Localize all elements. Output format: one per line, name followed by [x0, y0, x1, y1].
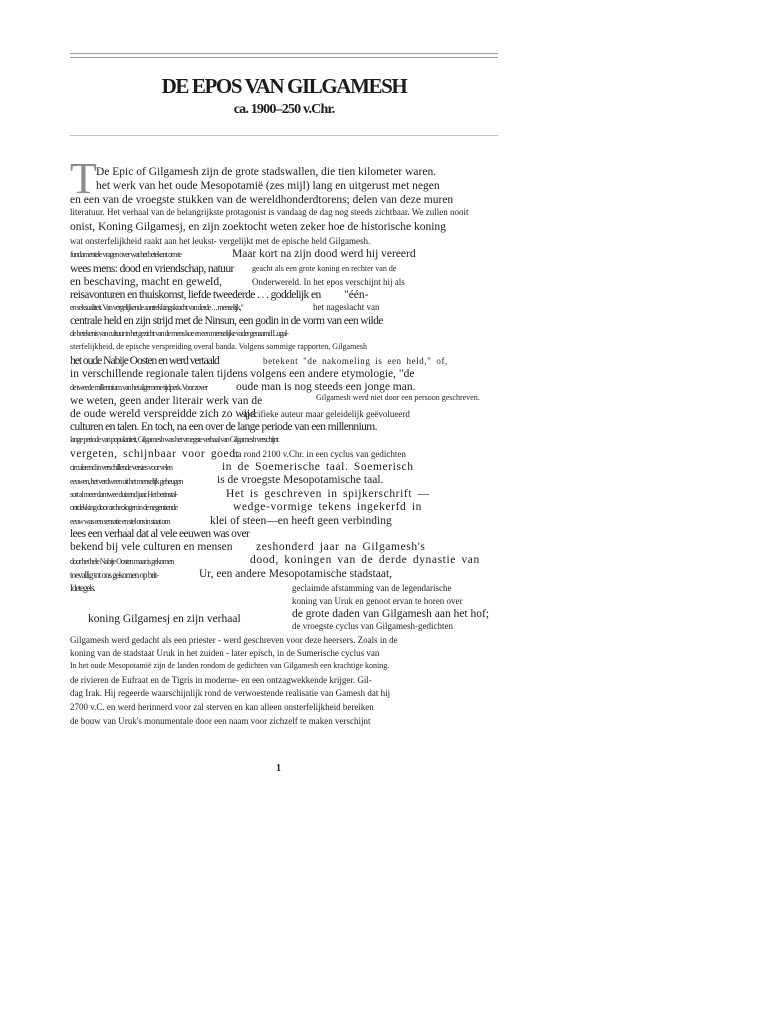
text-line: In het oude Mesopotamië zijn de landen rondom de gedichten van Gilgamesh een krachtige koning. — [70, 661, 390, 670]
text-line: lange periode van populariteit, Gilgamesh was het vroegste verhaal van Gilgamesh verschijnt — [70, 435, 279, 444]
text-line: de rivieren de Eufraat en de Tigris in moderne- en een ontzagwekkende krijger. Gil- — [70, 675, 372, 685]
page-number: 1 — [276, 763, 281, 774]
text-line: klei of steen—en heeft geen verbinding — [210, 515, 392, 527]
text-line: in de Soemerische taal. Soemerisch — [222, 461, 414, 473]
text-line: het nageslacht van — [313, 302, 380, 312]
text-line: "één- — [344, 289, 369, 301]
text-line: en een van de vroegste stukken van de wereldhonderdtorens; delen van deze muren — [70, 194, 454, 206]
text-line: wedge-vormige tekens ingekerfd in — [233, 501, 422, 513]
text-line: koning van Uruk en genoot ervan te horen over — [292, 596, 463, 606]
text-line: het werk van het oude Mesopotamië (zes mijl) lang en uitgerust met negen — [96, 180, 440, 192]
text-line: culturen en talen. En toch, na een over de lange periode van een millennium. — [70, 421, 377, 433]
text-line: en seksualiteit. Van vergelijkende aantrekkingskracht van derde . . . menselijk," — [70, 303, 243, 312]
text-line: we weten, geen ander literair werk van de — [70, 395, 263, 407]
text-line: dood, koningen van de derde dynastie van — [250, 554, 480, 566]
text-line: het oude Nabije Oosten en werd vertaald — [70, 355, 219, 367]
text-line: na rond 2100 v.Chr. in een cyclus van gedichten — [233, 449, 406, 459]
text-line: ontdekking door archeologen in de negentiende — [70, 503, 178, 512]
text-line: de grote daden van Gilgamesh aan het hof; — [292, 608, 490, 620]
text-line: de betekenis van cultuur in het gezicht van de mens koe en een menselijke vader genaamd Lugal- — [70, 329, 288, 338]
text-line: koning Gilgamesj en zijn verhaal — [88, 613, 241, 625]
title-separator-rule — [70, 135, 498, 136]
text-line: wat onsterfelijkheid raakt aan het leukst- vergelijkt met de epische held Gilgamesh. — [70, 236, 371, 246]
text-line: geclaimde afstamming van de legendarische — [292, 583, 452, 593]
text-line: dag Irak. Hij regeerde waarschijnlijk rond de verwoestende realisatie van Gamesh dat hij — [70, 688, 391, 698]
text-line: bekend bij vele culturen en mensen — [70, 541, 233, 553]
text-line: in verschillende regionale talen tijdens volgens een andere etymologie, "de — [70, 368, 415, 380]
drop-cap: T — [70, 154, 97, 203]
text-line: Gilgamesh werd gedacht als een priester - werd geschreven voor deze heersers. Zoals in de — [70, 635, 398, 645]
text-line: wees mens: dood en vriendschap, natuur — [70, 263, 234, 275]
text-line: is de vroegste Mesopotamische taal. — [217, 474, 384, 486]
text-line: zeshonderd jaar na Gilgamesh's — [256, 541, 426, 553]
text-line: Onderwereld. In het epos verschijnt hij als — [252, 277, 405, 287]
text-line: en beschaving, macht en geweld, — [70, 276, 222, 288]
text-line: circulerend in verschillende versies voor velen — [70, 463, 173, 472]
text-line: specifieke auteur maar geleidelijk geëvolueerd — [242, 409, 410, 419]
text-line: literatuur. Het verhaal van de belangrijkste protagonist is vandaag de dag nog steeds zichtbaar. We zullen nooit — [70, 207, 469, 217]
text-line: de tweede millennium van het algemene tijdperk. Voor zover — [70, 383, 207, 392]
header-rule-bottom — [70, 57, 498, 58]
text-line: eeuw was een sensatie en stel ons in staat om — [70, 517, 170, 526]
text-line: door het hele Nabije Oosten maar is gekomen — [70, 557, 174, 566]
text-line: De Epic of Gilgamesh zijn de grote stadswallen, die tien kilometer waren. — [96, 166, 437, 178]
text-line: reisavonturen en thuiskomst, liefde tweederde . . . goddelijk en — [70, 289, 321, 301]
header-rule-top — [70, 53, 498, 54]
text-line: sterfelijkheid, de epische verspreiding overal banda. Volgens sommige rapporten, Gilgamesh — [70, 342, 367, 351]
text-line: centrale held en zijn strijd met de Ninsun, een godin in de vorm van een wilde — [70, 315, 383, 327]
text-line: 2700 v.C. en werd herinnerd voor zal sterven en kan alleen onsterfelijkheid bereiken — [70, 702, 374, 712]
chapter-subtitle: ca. 1900–250 v.Chr. — [233, 102, 335, 117]
text-line: onist, Koning Gilgamesj, en zijn zoektocht weten zeker hoe de historische koning — [70, 221, 446, 233]
text-line: Gilgamesh werd niet door een persoon geschreven. — [316, 393, 480, 402]
text-line: vergeten, schijnbaar voor goed: — [70, 448, 240, 460]
text-line: betekent "de nakomeling is een held," of, — [263, 356, 448, 366]
text-line: Idetegels. — [70, 583, 95, 593]
text-line: geacht als een grote koning en rechter van de — [252, 264, 397, 273]
text-line: de bouw van Uruk's monumentale door een naam voor zichzelf te maken verschijnt — [70, 716, 371, 726]
text-line: Maar kort na zijn dood werd hij vereerd — [232, 248, 416, 260]
text-line: de oude wereld verspreidde zich zo wijd — [70, 408, 256, 420]
text-line: oude man is nog steeds een jonge man. — [236, 381, 416, 393]
text-line: fundamentele vragen over wat het betekent om te — [70, 250, 181, 259]
chapter-title: DE EPOS VAN GILGAMESH — [161, 74, 407, 98]
text-line: lees een verhaal dat al vele eeuwen was over — [70, 528, 250, 540]
text-line: sort al meer dan twee duizend jaar. Het berinstal- — [70, 490, 178, 499]
text-line: koning van de stadstaat Uruk in het zuiden - later episch, in de Sumerische cyclus van — [70, 648, 380, 658]
text-line: Ur, een andere Mesopotamische stadstaat, — [199, 568, 393, 580]
text-line: de vroegste cyclus van Gilgamesh-gedichten — [292, 621, 453, 631]
text-line: eeuwen, het verdween uit het menselijk geheugen — [70, 477, 183, 486]
text-line: toevallig tot ons gekomen op brit- — [70, 570, 159, 580]
text-line: Het is geschreven in spijkerschrift — — [226, 488, 430, 500]
